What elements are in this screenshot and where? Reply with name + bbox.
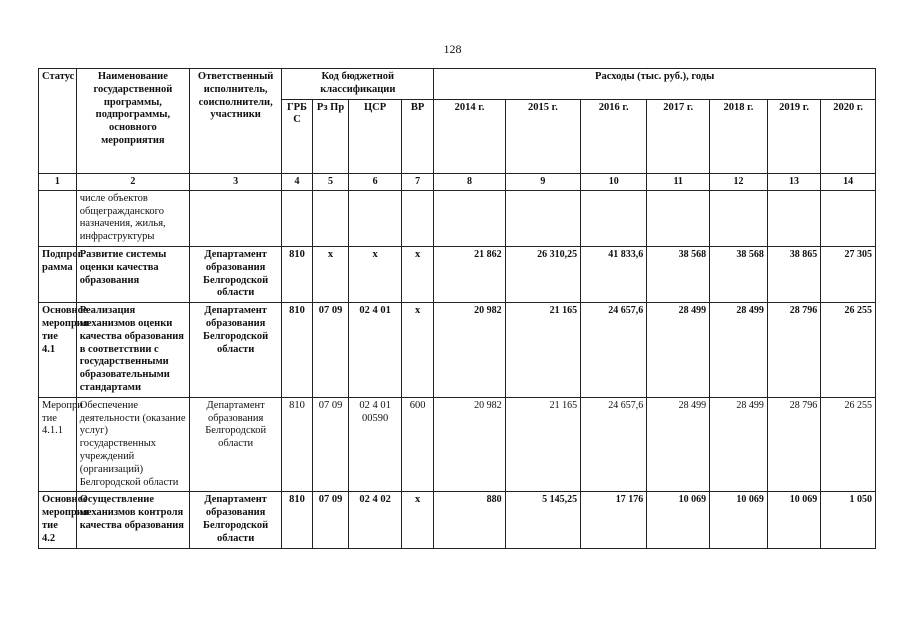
- row-value-2017: 10 069: [647, 492, 710, 548]
- row-vr: x: [401, 246, 434, 302]
- row-csr: x: [349, 246, 401, 302]
- row-value-2017: 28 499: [647, 303, 710, 398]
- row-value-2017: 28 499: [647, 397, 710, 492]
- row-name: числе объектов общегражданского назначения, жилья, инфраструктуры: [76, 190, 189, 246]
- header-name: Наименование государственной программы, подпрограммы, основного мероприятия: [76, 69, 189, 174]
- row-executor: Департамент образования Белгородской области: [190, 397, 282, 492]
- column-number: 14: [821, 173, 876, 190]
- row-value-2018: [710, 190, 768, 246]
- row-executor: Департамент образования Белгородской области: [190, 303, 282, 398]
- row-value-2016: 41 833,6: [581, 246, 647, 302]
- header-year-2015: 2015 г.: [505, 99, 581, 173]
- row-value-2016: 24 657,6: [581, 397, 647, 492]
- row-executor: Департамент образования Белгородской области: [190, 492, 282, 548]
- column-number: 6: [349, 173, 401, 190]
- header-year-2014: 2014 г.: [434, 99, 505, 173]
- row-value-2015: 5 145,25: [505, 492, 581, 548]
- row-value-2014: 21 862: [434, 246, 505, 302]
- table-row: [39, 303, 876, 398]
- table-row: [39, 397, 876, 492]
- table-row: [39, 492, 876, 548]
- row-value-2015: 26 310,25: [505, 246, 581, 302]
- row-value-2015: [505, 190, 581, 246]
- row-value-2020: 1 050: [821, 492, 876, 548]
- budget-table: [38, 68, 876, 549]
- row-status: Основное мероприя тие 4.2: [39, 492, 77, 548]
- row-vr: 600: [401, 397, 434, 492]
- header-budget-code: Код бюджетной классификации: [282, 69, 434, 100]
- header-year-2016: 2016 г.: [581, 99, 647, 173]
- row-name: Обеспечение деятельности (оказание услуг) государственных учреждений (организаций) Белгородской области: [76, 397, 189, 492]
- column-number: 7: [401, 173, 434, 190]
- row-value-2019: 28 796: [767, 303, 820, 398]
- header-year-2020: 2020 г.: [821, 99, 876, 173]
- row-grbs: 810: [282, 397, 312, 492]
- column-number: 3: [190, 173, 282, 190]
- column-number: 4: [282, 173, 312, 190]
- row-rzpr: [312, 190, 349, 246]
- row-value-2015: 21 165: [505, 303, 581, 398]
- row-status: Основное мероприя тие 4.1: [39, 303, 77, 398]
- row-executor: Департамент образования Белгородской области: [190, 246, 282, 302]
- row-value-2020: 26 255: [821, 303, 876, 398]
- row-name: Осуществление механизмов контроля качества образования: [76, 492, 189, 548]
- row-grbs: 810: [282, 492, 312, 548]
- row-name: Развитие системы оценки качества образования: [76, 246, 189, 302]
- row-grbs: [282, 190, 312, 246]
- row-executor: [190, 190, 282, 246]
- row-value-2018: 38 568: [710, 246, 768, 302]
- row-vr: x: [401, 492, 434, 548]
- header-expenses: Расходы (тыс. руб.), годы: [434, 69, 876, 100]
- row-value-2017: [647, 190, 710, 246]
- table-row: [39, 190, 876, 246]
- row-name: Реализация механизмов оценки качества образования в соответствии с государственными образовательными стандартами: [76, 303, 189, 398]
- row-csr: 02 4 01: [349, 303, 401, 398]
- header-status: Статус: [39, 69, 77, 174]
- header-vr: ВР: [401, 99, 434, 173]
- column-number: 1: [39, 173, 77, 190]
- column-number: 11: [647, 173, 710, 190]
- row-value-2014: 880: [434, 492, 505, 548]
- header-grbs: ГРБ С: [282, 99, 312, 173]
- row-csr: 02 4 01 00590: [349, 397, 401, 492]
- row-value-2018: 10 069: [710, 492, 768, 548]
- row-value-2019: 38 865: [767, 246, 820, 302]
- row-vr: [401, 190, 434, 246]
- header-year-2019: 2019 г.: [767, 99, 820, 173]
- row-value-2018: 28 499: [710, 397, 768, 492]
- row-csr: [349, 190, 401, 246]
- row-value-2016: 24 657,6: [581, 303, 647, 398]
- header-year-2018: 2018 г.: [710, 99, 768, 173]
- row-rzpr: x: [312, 246, 349, 302]
- row-value-2014: 20 982: [434, 303, 505, 398]
- row-value-2016: [581, 190, 647, 246]
- column-number-row: [39, 173, 876, 190]
- row-grbs: 810: [282, 303, 312, 398]
- row-value-2019: 28 796: [767, 397, 820, 492]
- row-value-2014: 20 982: [434, 397, 505, 492]
- row-value-2020: 27 305: [821, 246, 876, 302]
- header-year-2017: 2017 г.: [647, 99, 710, 173]
- column-number: 9: [505, 173, 581, 190]
- row-value-2018: 28 499: [710, 303, 768, 398]
- table-row: [39, 246, 876, 302]
- column-number: 5: [312, 173, 349, 190]
- row-grbs: 810: [282, 246, 312, 302]
- row-value-2019: [767, 190, 820, 246]
- column-number: 10: [581, 173, 647, 190]
- column-number: 12: [710, 173, 768, 190]
- page-number: 128: [443, 42, 462, 56]
- row-csr: 02 4 02: [349, 492, 401, 548]
- column-number: 2: [76, 173, 189, 190]
- header-csr: ЦСР: [349, 99, 401, 173]
- row-vr: x: [401, 303, 434, 398]
- row-status: Меропри тие 4.1.1: [39, 397, 77, 492]
- row-rzpr: 07 09: [312, 303, 349, 398]
- row-status: [39, 190, 77, 246]
- column-number: 8: [434, 173, 505, 190]
- row-value-2015: 21 165: [505, 397, 581, 492]
- header-rzpr: Рз Пр: [312, 99, 349, 173]
- row-rzpr: 07 09: [312, 492, 349, 548]
- row-value-2020: [821, 190, 876, 246]
- header-executor: Ответственный исполнитель, соисполнители, участники: [190, 69, 282, 174]
- row-value-2014: [434, 190, 505, 246]
- row-rzpr: 07 09: [312, 397, 349, 492]
- row-value-2017: 38 568: [647, 246, 710, 302]
- row-value-2016: 17 176: [581, 492, 647, 548]
- row-status: Подпрог рамма: [39, 246, 77, 302]
- column-number: 13: [767, 173, 820, 190]
- row-value-2019: 10 069: [767, 492, 820, 548]
- row-value-2020: 26 255: [821, 397, 876, 492]
